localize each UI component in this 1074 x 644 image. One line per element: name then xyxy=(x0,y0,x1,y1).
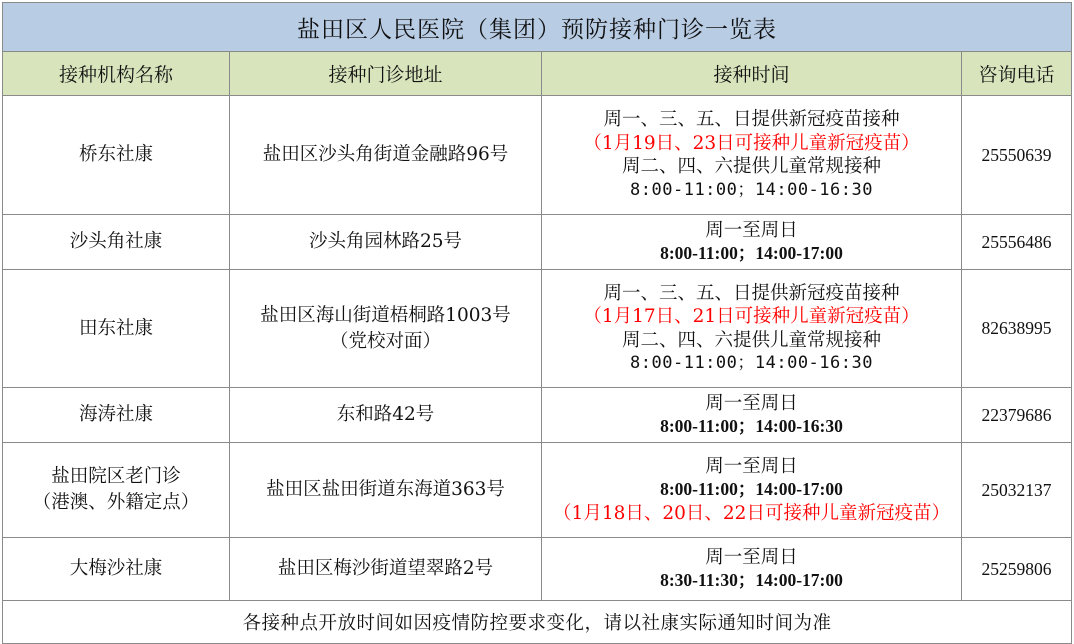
child-vaccine-note: （1月19日、23日可接种儿童新冠疫苗） xyxy=(583,132,920,154)
opening-hours: 8:00-11:00；14:00-16:30 xyxy=(660,416,843,436)
table-row xyxy=(3,96,1072,215)
schedule-line: 周一至周日 xyxy=(705,392,798,414)
table-body xyxy=(3,96,1072,601)
clinic-address-cell xyxy=(230,443,542,538)
clinic-phone: 25556486 xyxy=(962,215,1072,270)
clinic-name-line: 沙头角社康 xyxy=(69,231,163,252)
table-row xyxy=(3,270,1072,388)
clinic-address-cell xyxy=(230,215,542,270)
clinic-address-line: 盐田区盐田街道东海道363号 xyxy=(266,479,505,500)
clinic-address-line: 盐田区梅沙街道望翠路2号 xyxy=(277,558,494,579)
clinic-time-cell xyxy=(542,270,962,388)
table-title: 盐田区人民医院（集团）预防接种门诊一览表 xyxy=(3,3,1072,52)
schedule-line: 周一至周日 xyxy=(705,546,798,568)
footer-note: 各接种点开放时间如因疫情防控要求变化，请以社康实际通知时间为准 xyxy=(3,601,1072,644)
clinic-time-cell xyxy=(542,538,962,601)
clinic-phone: 22379686 xyxy=(962,388,1072,443)
clinic-name-line: 海涛社康 xyxy=(78,404,153,425)
clinic-table xyxy=(2,2,1072,644)
opening-hours: 8:00-11:00；14:00-16:30 xyxy=(630,353,873,373)
clinic-name-cell xyxy=(3,388,230,443)
clinic-address-line: 盐田区海山街道梧桐路1003号 xyxy=(260,304,511,326)
title-row xyxy=(3,3,1072,52)
header-address: 接种门诊地址 xyxy=(230,52,542,96)
clinic-time-cell xyxy=(542,443,962,538)
opening-hours: 8:00-11:00；14:00-17:00 xyxy=(660,243,843,263)
clinic-phone: 25032137 xyxy=(962,443,1072,538)
clinic-address-line: 东和路42号 xyxy=(336,404,435,425)
opening-hours: 8:00-11:00；14:00-16:30 xyxy=(630,179,873,200)
clinic-address-cell xyxy=(230,538,542,601)
clinic-time-cell xyxy=(542,388,962,443)
clinic-name-cell xyxy=(3,96,230,215)
clinic-name-line: 田东社康 xyxy=(78,317,153,339)
clinic-name-line: 大梅沙社康 xyxy=(69,558,163,579)
opening-hours: 8:00-11:00；14:00-17:00 xyxy=(660,479,843,500)
clinic-name-cell xyxy=(3,270,230,388)
clinic-time-cell xyxy=(542,96,962,215)
table-row xyxy=(3,443,1072,538)
schedule-line: 周一、三、五、日提供新冠疫苗接种 xyxy=(603,109,900,130)
clinic-address-cell xyxy=(230,96,542,215)
table-row xyxy=(3,215,1072,270)
clinic-phone: 25550639 xyxy=(962,96,1072,215)
header-time: 接种时间 xyxy=(542,52,962,96)
schedule-line: 周一至周日 xyxy=(705,219,798,241)
clinic-name-line: （港澳、外籍定点） xyxy=(32,492,200,513)
clinic-address-line: （党校对面） xyxy=(329,330,441,352)
clinic-address-line: 沙头角园林路25号 xyxy=(308,231,463,252)
child-vaccine-note: （1月18日、20日、22日可接种儿童新冠疫苗） xyxy=(553,502,950,524)
table-row xyxy=(3,388,1072,443)
clinic-address-cell xyxy=(230,270,542,388)
table-row xyxy=(3,538,1072,601)
clinic-address-cell xyxy=(230,388,542,443)
schedule-line: 周二、四、六提供儿童常规接种 xyxy=(621,156,881,177)
clinic-address-line: 盐田区沙头角街道金融路96号 xyxy=(262,144,509,165)
clinic-name-line: 盐田院区老门诊 xyxy=(51,466,181,487)
schedule-line: 周一至周日 xyxy=(705,455,798,477)
header-phone: 咨询电话 xyxy=(962,52,1072,96)
clinic-name-cell xyxy=(3,443,230,538)
clinic-time-cell xyxy=(542,215,962,270)
header-name: 接种机构名称 xyxy=(3,52,230,96)
clinic-name-line: 桥东社康 xyxy=(78,144,153,165)
schedule-line: 周一、三、五、日提供新冠疫苗接种 xyxy=(603,282,900,304)
clinic-name-cell xyxy=(3,538,230,601)
child-vaccine-note: （1月17日、21日可接种儿童新冠疫苗） xyxy=(583,306,920,327)
clinic-phone: 25259806 xyxy=(962,538,1072,601)
schedule-line: 周二、四、六提供儿童常规接种 xyxy=(621,329,881,351)
opening-hours: 8:30-11:30；14:00-17:00 xyxy=(660,570,843,590)
clinic-name-cell xyxy=(3,215,230,270)
footer-row xyxy=(3,601,1072,644)
header-row xyxy=(3,52,1072,96)
clinic-phone: 82638995 xyxy=(962,270,1072,388)
